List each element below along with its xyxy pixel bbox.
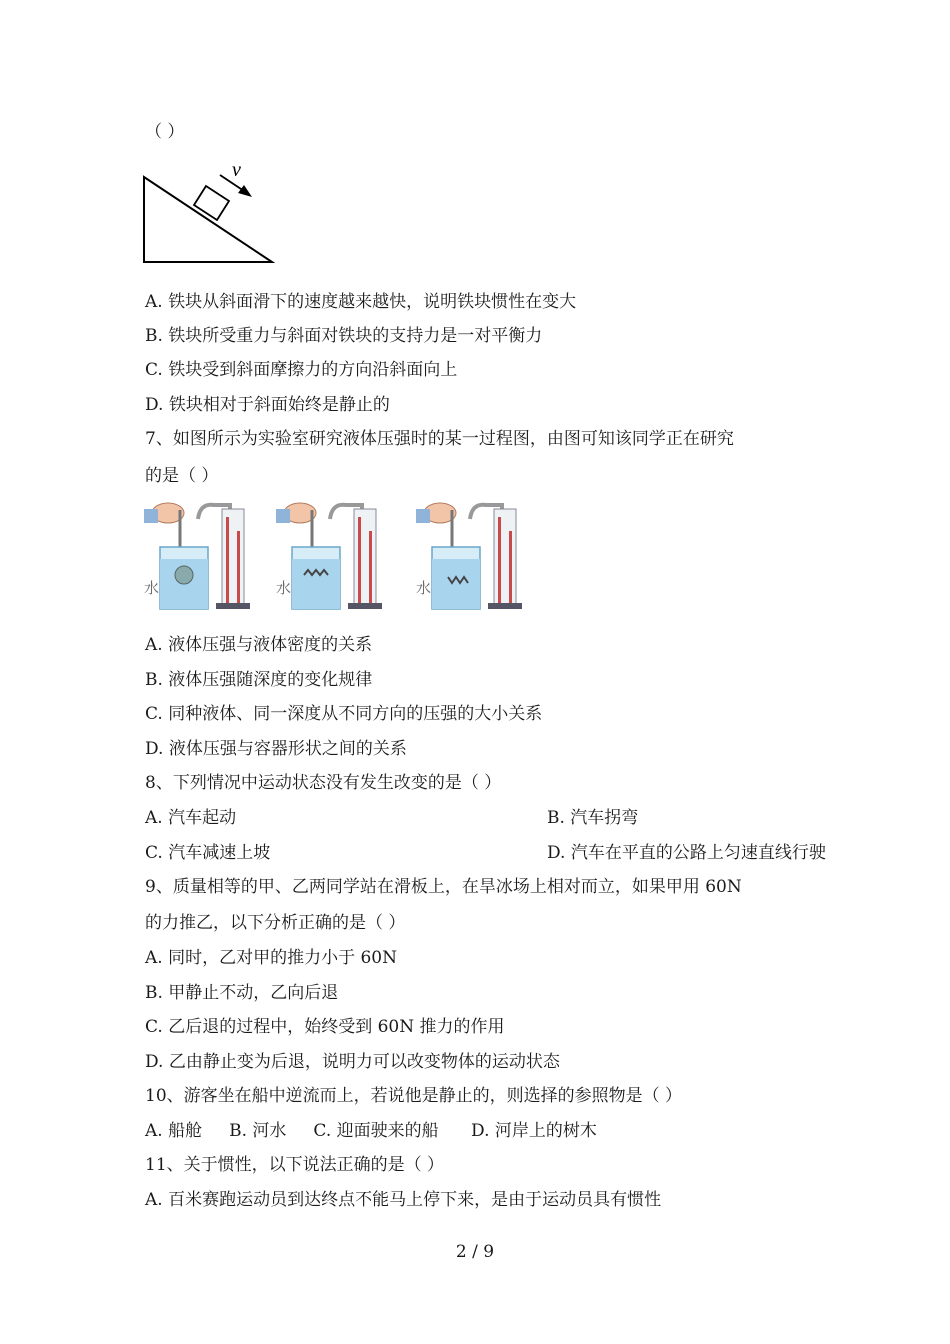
q10-stem: 10、游客坐在船中逆流而上，若说他是静止的，则选择的参照物是（ ） xyxy=(145,1086,683,1106)
u-tube-manometer-icon xyxy=(488,509,522,609)
q8-stem: 8、下列情况中运动状态没有发生改变的是（ ） xyxy=(145,773,502,793)
q6-option-c: C. 铁块受到斜面摩擦力的方向沿斜面向上 xyxy=(145,360,458,380)
q9-stem-line-1: 9、质量相等的甲、乙两同学站在滑板上，在旱冰场上相对而立，如果甲用 60N xyxy=(145,877,742,897)
u-tube-manometer-icon xyxy=(216,509,250,609)
incline-figure xyxy=(140,155,280,267)
u-tube-manometer-icon xyxy=(348,509,382,609)
q7-option-b: B. 液体压强随深度的变化规律 xyxy=(145,670,373,690)
pressure-experiment-2 xyxy=(272,495,384,617)
q6-option-d: D. 铁块相对于斜面始终是静止的 xyxy=(145,395,390,415)
q10-options: A. 船舱 B. 河水 C. 迎面驶来的船 D. 河岸上的树木 xyxy=(145,1121,597,1141)
iron-block xyxy=(194,186,229,220)
q6-option-a: A. 铁块从斜面滑下的速度越来越快，说明铁块惯性在变大 xyxy=(145,292,577,312)
q8-option-d: D. 汽车在平直的公路上匀速直线行驶 xyxy=(547,843,826,863)
q8-option-a: A. 汽车起动 xyxy=(145,808,237,828)
water-label-2: 水 xyxy=(276,579,292,597)
q7-option-d: D. 液体压强与容器形状之间的关系 xyxy=(145,739,407,759)
q9-option-a: A. 同时，乙对甲的推力小于 60N xyxy=(145,948,397,968)
page-number: 2 / 9 xyxy=(455,1242,495,1262)
q8-row-1 xyxy=(145,807,639,829)
pressure-experiment-3 xyxy=(412,495,524,617)
hand-icon xyxy=(144,503,184,523)
q9-option-c: C. 乙后退的过程中，始终受到 60N 推力的作用 xyxy=(145,1017,505,1037)
q9-stem-line-2: 的力推乙，以下分析正确的是（ ） xyxy=(145,913,406,933)
q6-option-b: B. 铁块所受重力与斜面对铁块的支持力是一对平衡力 xyxy=(145,326,543,346)
q9-option-d: D. 乙由静止变为后退，说明力可以改变物体的运动状态 xyxy=(145,1052,560,1072)
pressure-experiment-1 xyxy=(140,495,252,617)
q7-option-c: C. 同种液体、同一深度从不同方向的压强的大小关系 xyxy=(145,704,543,724)
q8-row-2 xyxy=(145,842,826,864)
q8-option-b: B. 汽车拐弯 xyxy=(547,808,639,828)
velocity-label: v xyxy=(232,159,241,181)
hand-icon xyxy=(276,503,316,523)
q7-option-a: A. 液体压强与液体密度的关系 xyxy=(145,635,373,655)
q6-answer-paren: （ ） xyxy=(145,122,185,142)
q7-stem-line-2: 的是（ ） xyxy=(145,466,219,486)
q11-option-a: A. 百米赛跑运动员到达终点不能马上停下来，是由于运动员具有惯性 xyxy=(145,1190,662,1210)
q11-stem: 11、关于惯性，以下说法正确的是（ ） xyxy=(145,1155,445,1175)
q9-option-b: B. 甲静止不动，乙向后退 xyxy=(145,983,339,1003)
hand-icon xyxy=(416,503,456,523)
water-label-3: 水 xyxy=(416,579,432,597)
water-label-1: 水 xyxy=(144,579,160,597)
q7-stem-line-1: 7、如图所示为实验室研究液体压强时的某一过程图，由图可知该同学正在研究 xyxy=(145,429,734,449)
beaker-icon xyxy=(292,547,340,609)
q8-option-c: C. 汽车减速上坡 xyxy=(145,843,271,863)
